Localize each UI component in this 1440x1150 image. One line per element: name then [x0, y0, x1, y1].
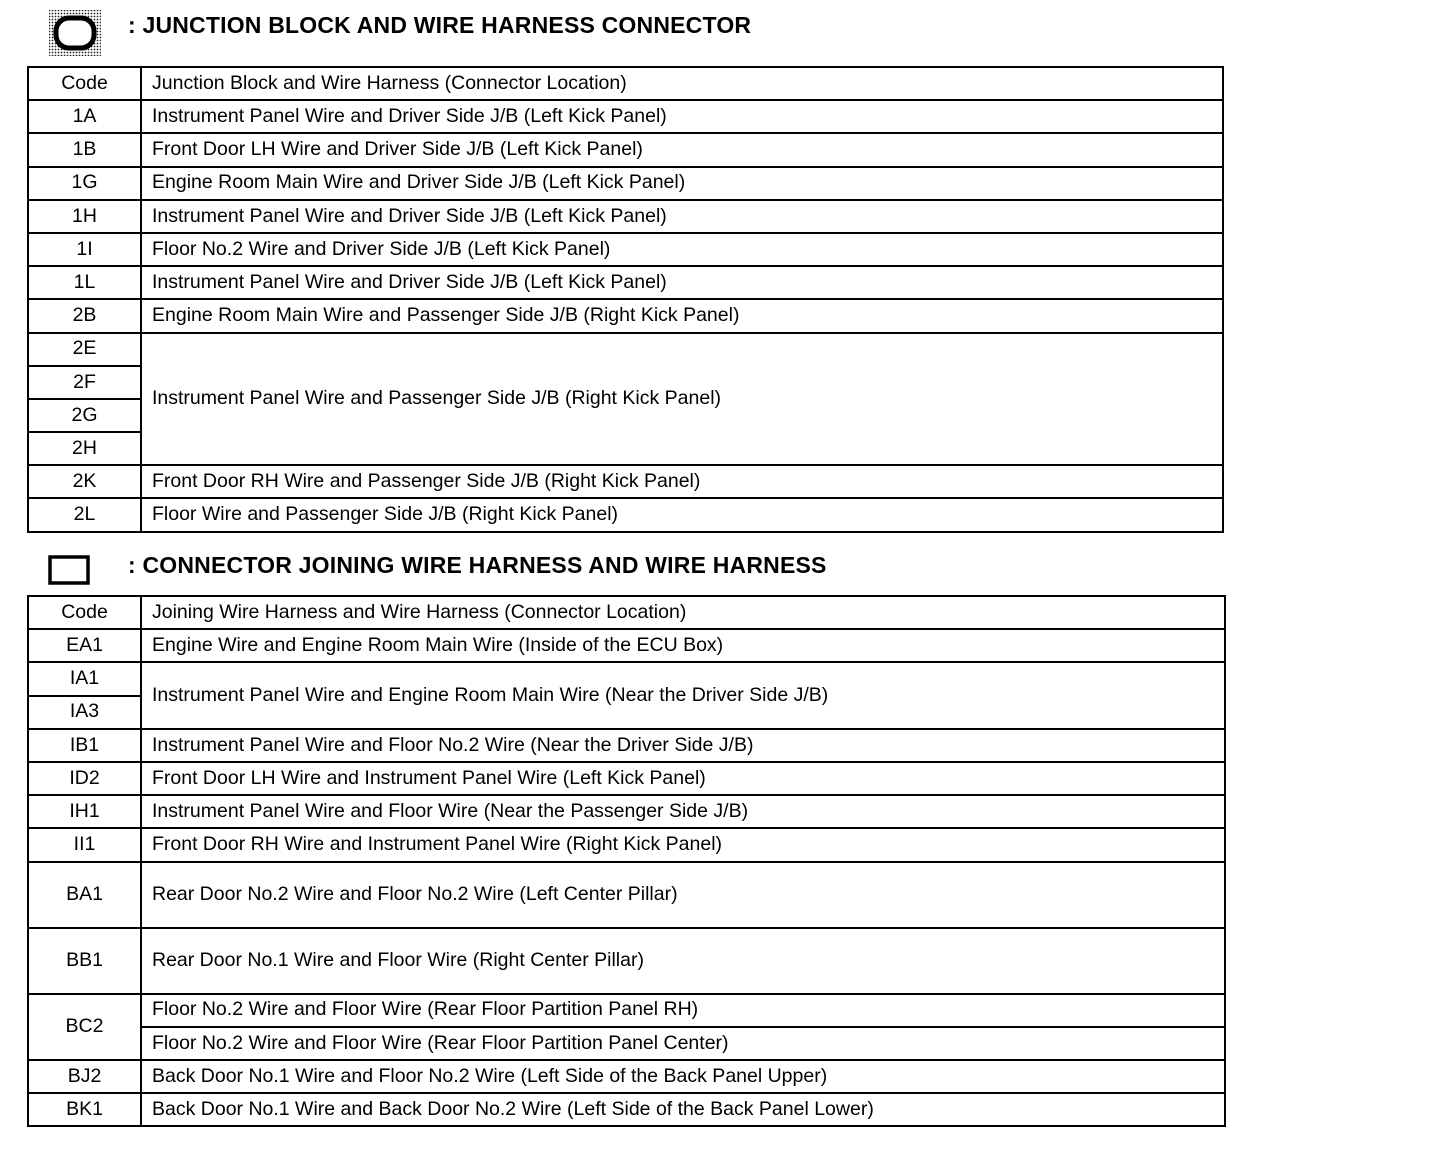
row-description: Instrument Panel Wire and Passenger Side J/B (Right Kick Panel) — [141, 333, 1223, 466]
row-description: Instrument Panel Wire and Driver Side J/B (Left Kick Panel) — [141, 266, 1223, 299]
row-code: ID2 — [28, 762, 141, 795]
row-description: Front Door RH Wire and Passenger Side J/B (Right Kick Panel) — [141, 465, 1223, 498]
table-row — [28, 928, 1225, 994]
row-description: Engine Room Main Wire and Passenger Side J/B (Right Kick Panel) — [141, 299, 1223, 332]
row-code: BB1 — [28, 928, 141, 994]
row-description: Engine Wire and Engine Room Main Wire (Inside of the ECU Box) — [141, 629, 1225, 662]
row-code: 2G — [28, 399, 141, 432]
row-code: 1G — [28, 167, 141, 200]
section-title-connector-joining: : CONNECTOR JOINING WIRE HARNESS AND WIRE HARNESS — [128, 552, 827, 578]
header-code: Code — [28, 67, 141, 100]
row-code: IA1 — [28, 662, 141, 695]
section-title-junction-block: : JUNCTION BLOCK AND WIRE HARNESS CONNECTOR — [128, 12, 752, 38]
row-code: 2L — [28, 498, 141, 531]
table-row — [28, 266, 1223, 299]
row-description: Instrument Panel Wire and Driver Side J/B (Left Kick Panel) — [141, 100, 1223, 133]
table-row — [28, 1093, 1225, 1126]
table-row — [28, 100, 1223, 133]
row-description: Instrument Panel Wire and Engine Room Main Wire (Near the Driver Side J/B) — [141, 662, 1225, 728]
row-code: 1L — [28, 266, 141, 299]
junction-block-table — [27, 66, 1224, 533]
row-code: 1I — [28, 233, 141, 266]
row-description: Front Door LH Wire and Driver Side J/B (Left Kick Panel) — [141, 133, 1223, 166]
row-code: II1 — [28, 828, 141, 861]
table-row — [28, 629, 1225, 662]
row-description: Instrument Panel Wire and Floor Wire (Near the Passenger Side J/B) — [141, 795, 1225, 828]
junction-block-icon — [48, 9, 102, 57]
table-row — [28, 498, 1223, 531]
table-row — [28, 862, 1225, 928]
header-description: Junction Block and Wire Harness (Connector Location) — [141, 67, 1223, 100]
table-row — [28, 1027, 1225, 1060]
row-code: 1B — [28, 133, 141, 166]
row-code: BJ2 — [28, 1060, 141, 1093]
connector-joining-table — [27, 595, 1226, 1127]
header-description: Joining Wire Harness and Wire Harness (Connector Location) — [141, 596, 1225, 629]
table-row — [28, 662, 1225, 695]
row-description: Front Door LH Wire and Instrument Panel Wire (Left Kick Panel) — [141, 762, 1225, 795]
row-description: Rear Door No.2 Wire and Floor No.2 Wire (Left Center Pillar) — [141, 862, 1225, 928]
row-description: Floor No.2 Wire and Driver Side J/B (Left Kick Panel) — [141, 233, 1223, 266]
row-description: Front Door RH Wire and Instrument Panel Wire (Right Kick Panel) — [141, 828, 1225, 861]
row-code: IA3 — [28, 696, 141, 729]
table-header-row — [28, 596, 1225, 629]
table-row — [28, 200, 1223, 233]
row-code: 1A — [28, 100, 141, 133]
row-description: Floor No.2 Wire and Floor Wire (Rear Floor Partition Panel Center) — [141, 1027, 1225, 1060]
table-row — [28, 465, 1223, 498]
row-description: Floor No.2 Wire and Floor Wire (Rear Floor Partition Panel RH) — [141, 994, 1225, 1027]
row-code: 2B — [28, 299, 141, 332]
row-description: Engine Room Main Wire and Driver Side J/B (Left Kick Panel) — [141, 167, 1223, 200]
row-description: Back Door No.1 Wire and Back Door No.2 Wire (Left Side of the Back Panel Lower) — [141, 1093, 1225, 1126]
row-description: Floor Wire and Passenger Side J/B (Right Kick Panel) — [141, 498, 1223, 531]
table-row — [28, 333, 1223, 366]
row-code: 1H — [28, 200, 141, 233]
table-row — [28, 795, 1225, 828]
row-description: Back Door No.1 Wire and Floor No.2 Wire (Left Side of the Back Panel Upper) — [141, 1060, 1225, 1093]
row-code: 2E — [28, 333, 141, 366]
row-code: BK1 — [28, 1093, 141, 1126]
table-row — [28, 133, 1223, 166]
table-row — [28, 828, 1225, 861]
table-row — [28, 994, 1225, 1027]
table-row — [28, 762, 1225, 795]
row-description: Rear Door No.1 Wire and Floor Wire (Right Center Pillar) — [141, 928, 1225, 994]
connector-rectangle-icon — [48, 555, 90, 585]
row-code: IB1 — [28, 729, 141, 762]
table-row — [28, 299, 1223, 332]
table-row — [28, 233, 1223, 266]
table-row — [28, 729, 1225, 762]
row-code: 2K — [28, 465, 141, 498]
row-description: Instrument Panel Wire and Floor No.2 Wire (Near the Driver Side J/B) — [141, 729, 1225, 762]
header-code: Code — [28, 596, 141, 629]
row-code: 2H — [28, 432, 141, 465]
table-row — [28, 1060, 1225, 1093]
table-header-row — [28, 67, 1223, 100]
row-code: BC2 — [28, 994, 141, 1060]
row-description: Instrument Panel Wire and Driver Side J/B (Left Kick Panel) — [141, 200, 1223, 233]
row-code: 2F — [28, 366, 141, 399]
row-code: IH1 — [28, 795, 141, 828]
row-code: BA1 — [28, 862, 141, 928]
row-code: EA1 — [28, 629, 141, 662]
table-row — [28, 167, 1223, 200]
